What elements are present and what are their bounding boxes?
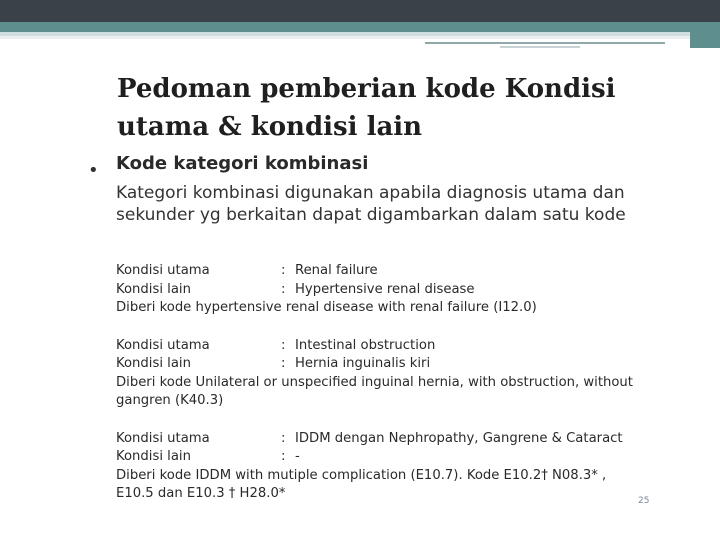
- row-value: Renal failure: [295, 263, 378, 278]
- header-accent-line-short: [500, 46, 580, 48]
- slide-title: Pedoman pemberian kode Kondisi utama & kondisi lain: [117, 74, 616, 142]
- example-conclusion: Diberi kode Unilateral or unspecified inguinal hernia, with obstruction, without: [116, 374, 633, 390]
- example-row: [116, 355, 676, 374]
- example-row: [116, 337, 676, 356]
- row-separator: :: [281, 281, 286, 297]
- header-band-grey: [0, 36, 720, 39]
- example-conclusion: Diberi kode hypertensive renal disease with renal failure (I12.0): [116, 300, 537, 315]
- intro-paragraph: Kategori kombinasi digunakan apabila diagnosis utama dan sekunder yg berkaitan dapat digambarkan dalam satu kode: [116, 183, 626, 225]
- example-row: [116, 430, 676, 449]
- row-label: Kondisi lain: [116, 356, 191, 371]
- row-separator: :: [281, 337, 286, 353]
- example-block: [116, 337, 676, 411]
- example-conclusion: gangren (K40.3): [116, 393, 224, 408]
- example-row: [116, 281, 676, 300]
- row-value: Hernia inguinalis kiri: [295, 356, 431, 371]
- row-separator: :: [281, 430, 286, 446]
- page-number: 25: [638, 496, 650, 506]
- row-value: IDDM dengan Nephropathy, Gangrene & Cataract: [295, 430, 623, 446]
- example-row: [116, 448, 676, 467]
- row-label: Kondisi utama: [116, 337, 210, 353]
- bullet-icon: •: [88, 160, 99, 181]
- example-row: [116, 262, 676, 281]
- row-value: Hypertensive renal disease: [295, 281, 475, 297]
- row-separator: :: [281, 263, 286, 278]
- row-separator: :: [281, 449, 286, 464]
- row-label: Kondisi utama: [116, 430, 210, 446]
- row-value: Intestinal obstruction: [295, 337, 436, 353]
- example-block: [116, 430, 676, 504]
- header-band: [0, 0, 720, 40]
- section-heading: Kode kategori kombinasi: [116, 153, 369, 174]
- example-conclusion: Diberi kode IDDM with mutiple complication (E10.7). Kode E10.2† N08.3* ,: [116, 467, 607, 483]
- row-label: Kondisi lain: [116, 449, 191, 464]
- header-band-dark: [0, 0, 720, 22]
- examples-list: [116, 262, 676, 523]
- row-label: Kondisi utama: [116, 263, 210, 278]
- header-accent-line: [425, 42, 665, 44]
- row-separator: :: [281, 356, 286, 371]
- corner-decoration-teal: [690, 22, 720, 48]
- example-block: [116, 262, 676, 318]
- header-band-teal: [0, 22, 720, 32]
- row-value: -: [295, 449, 300, 464]
- example-conclusion: E10.5 dan E10.3 † H28.0*: [116, 486, 286, 501]
- row-label: Kondisi lain: [116, 281, 191, 297]
